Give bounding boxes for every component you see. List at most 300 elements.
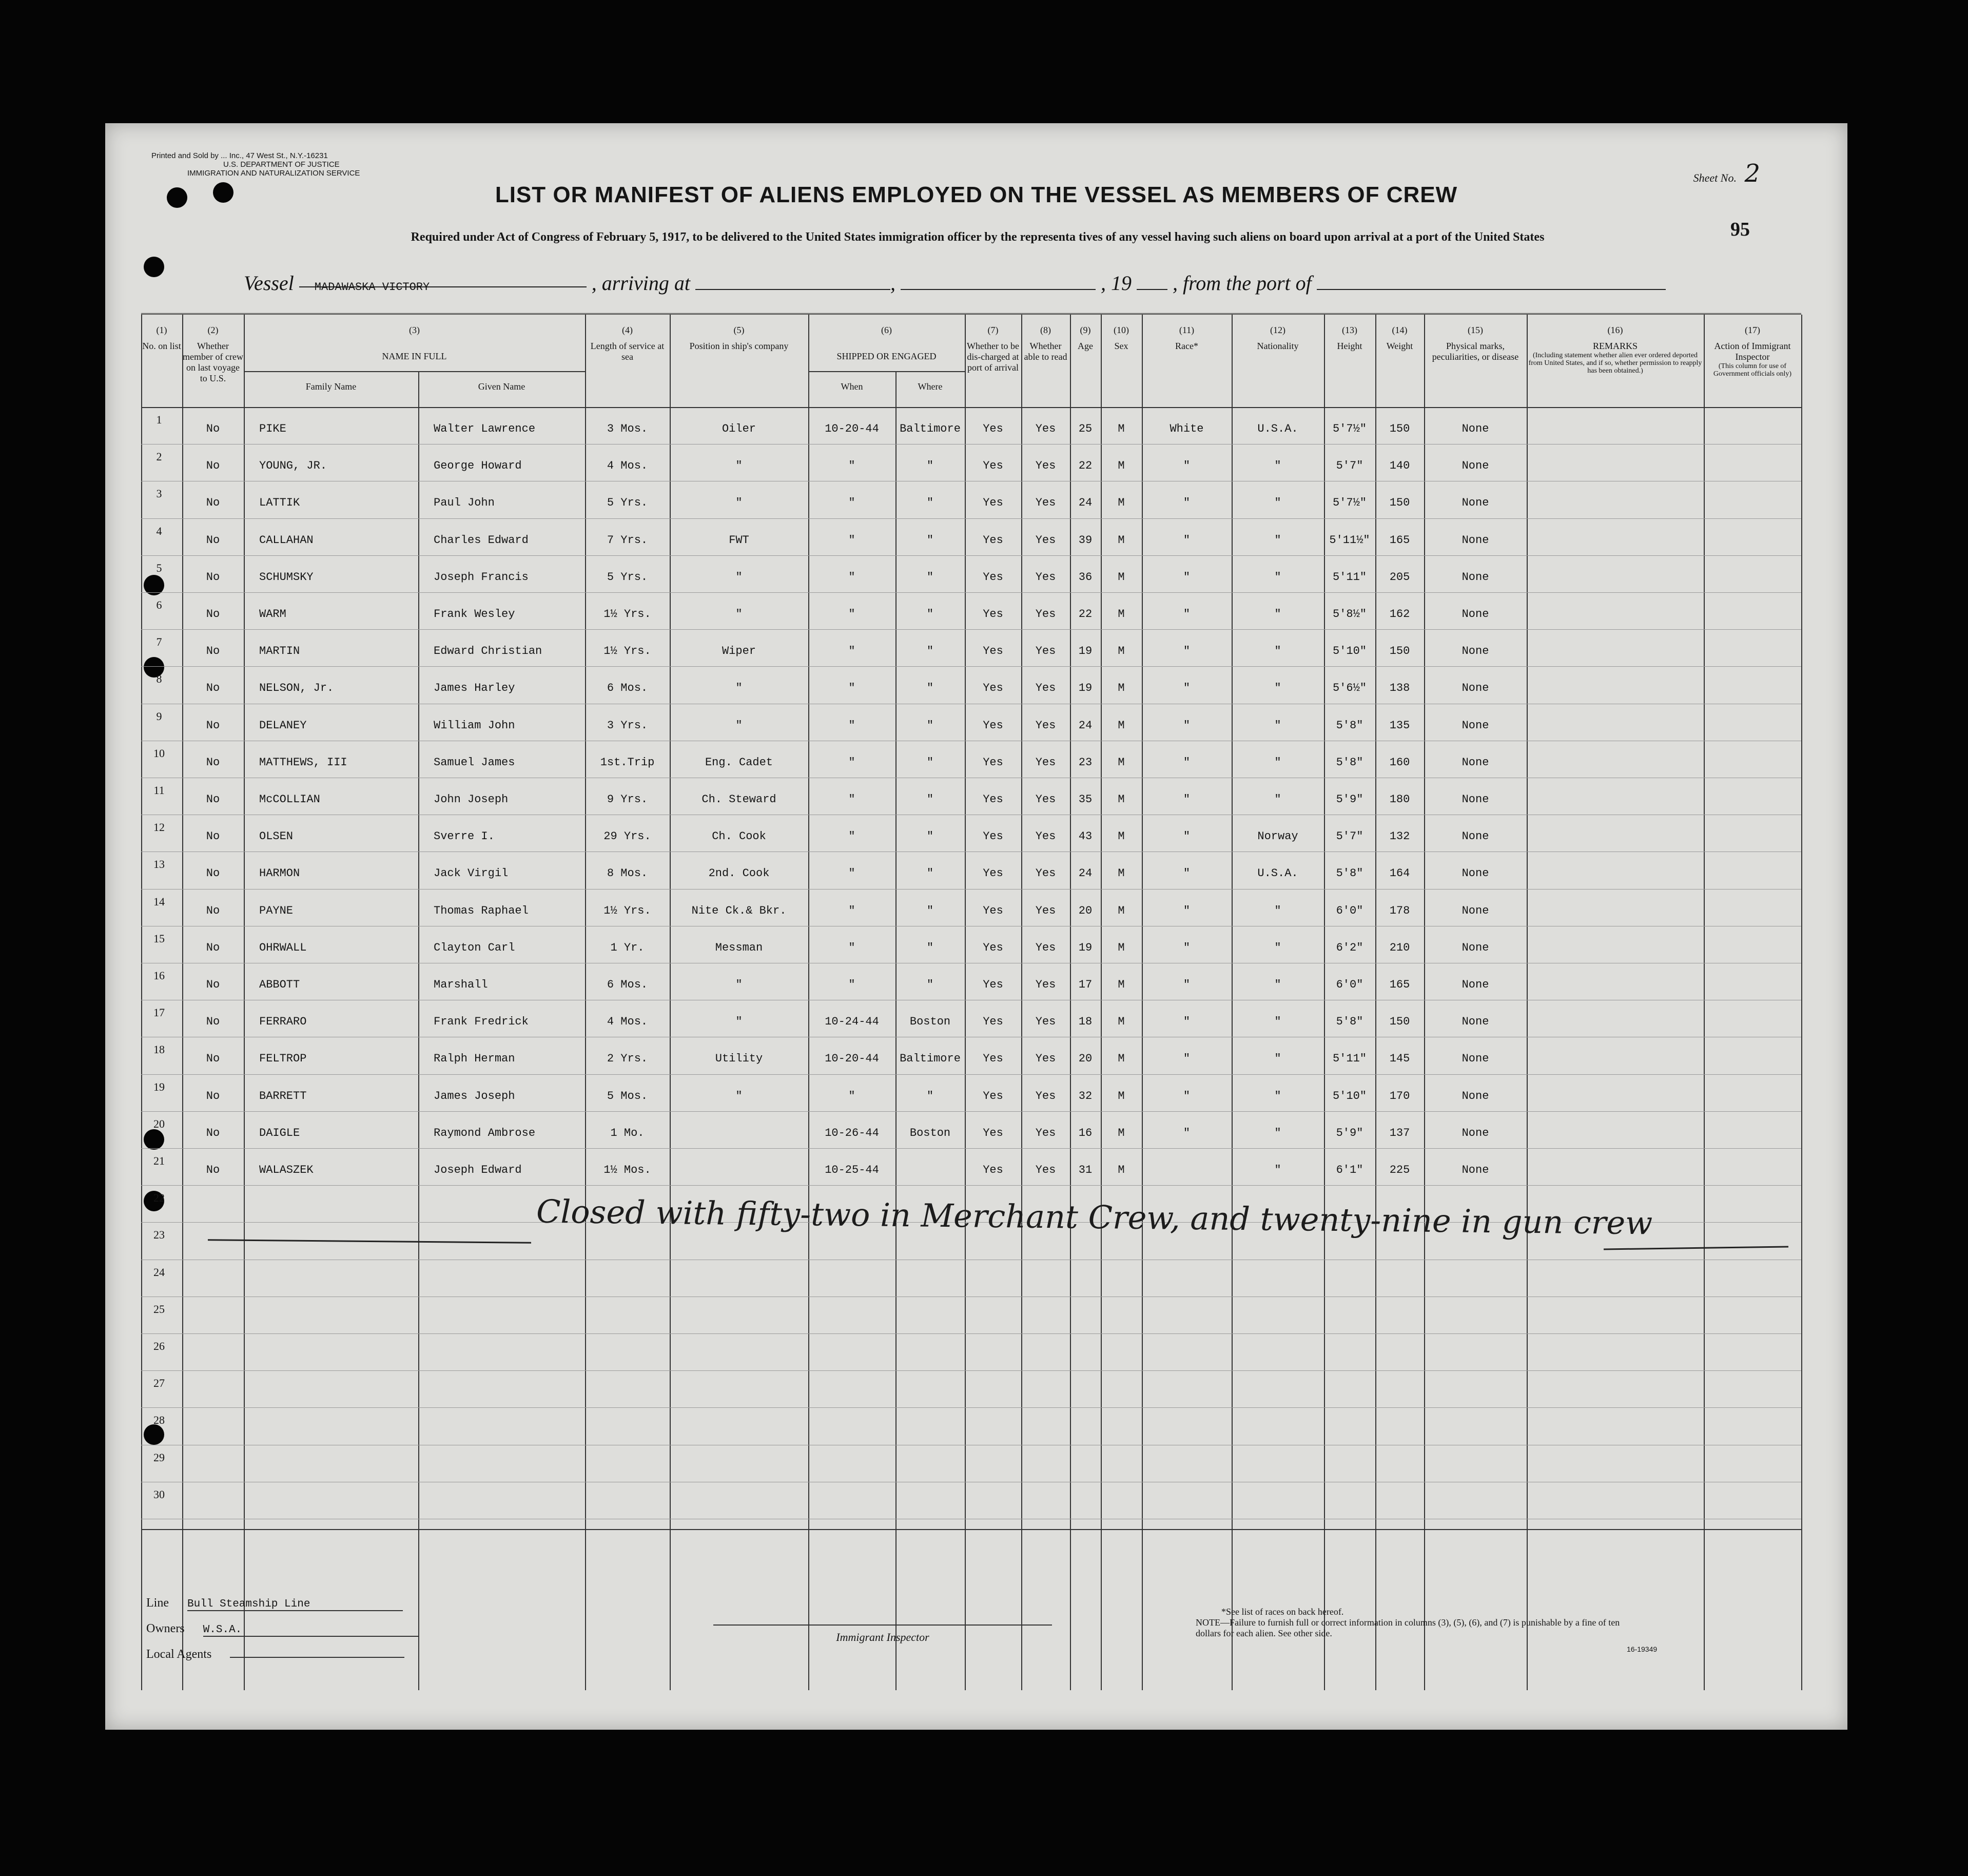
cell-sex: M [1118, 645, 1125, 658]
cell-height: 5'7½" [1332, 496, 1367, 510]
cell-when: " [848, 830, 855, 843]
cell-read: Yes [1035, 756, 1056, 769]
cell-age: 43 [1078, 830, 1093, 843]
department-line: U.S. DEPARTMENT OF JUSTICE [223, 160, 340, 169]
cell-race: " [1183, 1126, 1191, 1139]
cell-height: 5'7" [1336, 830, 1363, 843]
column-label: No. on list [142, 341, 181, 351]
cell-sex: M [1118, 1126, 1125, 1139]
cell-discharged: Yes [983, 422, 1003, 435]
cell-age: 19 [1078, 682, 1093, 695]
cell-last: No [206, 830, 220, 843]
row-rule [141, 592, 1801, 593]
cell-race: " [1183, 719, 1191, 732]
cell-marks: None [1462, 904, 1489, 917]
cell-nationality: " [1274, 533, 1281, 547]
column-header [1375, 325, 1424, 352]
cell-height: 5'9" [1336, 793, 1363, 806]
cell-height: 5'10" [1332, 1089, 1367, 1103]
cell-position: " [735, 496, 743, 510]
cell-nationality: U.S.A. [1257, 422, 1298, 435]
column-header [1232, 325, 1324, 352]
row-number: 19 [153, 1080, 165, 1093]
cell-where: " [926, 459, 934, 473]
cell-marks: None [1462, 1015, 1489, 1029]
cell-discharged: Yes [983, 830, 1003, 843]
cell-discharged: Yes [983, 608, 1003, 621]
header-rule [141, 407, 1801, 408]
footer-owners-field [146, 1622, 419, 1637]
cell-race: " [1183, 533, 1191, 547]
cell-family: SCHUMSKY [259, 570, 314, 584]
cell-nationality: " [1274, 570, 1281, 584]
column-rule [1527, 315, 1528, 1690]
cell-discharged: Yes [983, 459, 1003, 473]
cell-given: Clayton Carl [434, 941, 515, 954]
row-rule [141, 629, 1801, 630]
cell-age: 19 [1078, 941, 1093, 954]
vessel-field [299, 271, 587, 294]
cell-family: McCOLLIAN [259, 793, 320, 806]
cell-age: 25 [1078, 422, 1093, 435]
column-rule [585, 315, 586, 1690]
cell-marks: None [1462, 978, 1489, 991]
cell-given: Marshall [434, 978, 488, 991]
owners-value: W.S.A. [203, 1624, 419, 1637]
column-label: Height [1337, 341, 1362, 351]
row-rule [141, 1111, 1801, 1112]
cell-age: 18 [1078, 1015, 1093, 1029]
cell-service: 1½ Yrs. [603, 645, 651, 658]
penalty-note: NOTE—Failure to furnish full or correct information in columns (3), (5), (6), and (7) is punishable by a fine of ten dollars for each alien. See other side. [1196, 1617, 1620, 1638]
cell-race: White [1170, 422, 1204, 435]
cell-service: 2 Yrs. [607, 1052, 648, 1066]
cell-family: FERRARO [259, 1015, 307, 1029]
cell-family: CALLAHAN [259, 533, 314, 547]
column-label: REMARKS [1592, 341, 1638, 351]
column-note: (This column for use of Government officials only) [1713, 362, 1792, 378]
cell-age: 24 [1078, 719, 1093, 732]
cell-weight: 150 [1389, 645, 1410, 658]
cell-nationality: " [1274, 793, 1281, 806]
cell-when: " [848, 645, 855, 658]
manifest-sheet [105, 123, 1847, 1730]
cell-read: Yes [1035, 1126, 1056, 1139]
cell-last: No [206, 1164, 220, 1176]
column-rule [670, 315, 671, 1690]
line-value: Bull Steamship Line [187, 1598, 403, 1611]
cell-height: 6'1" [1336, 1164, 1363, 1176]
cell-sex: M [1118, 756, 1125, 769]
cell-race: " [1183, 830, 1191, 843]
cell-last: No [206, 1089, 220, 1103]
cell-height: 5'8" [1336, 867, 1363, 880]
cell-age: 23 [1078, 756, 1093, 769]
cell-read: Yes [1035, 1089, 1056, 1103]
cell-last: No [206, 867, 220, 880]
cell-last: No [206, 570, 220, 584]
cell-when: " [848, 793, 855, 806]
column-header [965, 325, 1021, 373]
column-label: Sex [1114, 341, 1128, 351]
row-number: 2 [156, 450, 162, 463]
column-header [1324, 325, 1375, 352]
cell-weight: 150 [1389, 1015, 1410, 1029]
cell-family: DAIGLE [259, 1126, 300, 1139]
cell-when: " [848, 978, 855, 991]
column-number: (4) [622, 325, 633, 335]
cell-given: John Joseph [434, 793, 509, 806]
table-bottom-rule [141, 1529, 1801, 1530]
cell-where: " [926, 608, 934, 621]
cell-sex: M [1118, 570, 1125, 584]
page-stamp-number: 95 [1730, 219, 1750, 240]
cell-service: 4 Mos. [607, 1015, 648, 1029]
cell-where: " [926, 496, 934, 510]
cell-position: " [735, 570, 743, 584]
row-number: 10 [153, 746, 165, 760]
column-rule [1070, 315, 1071, 1690]
row-rule [141, 1407, 1801, 1408]
cell-when: " [848, 867, 855, 880]
cell-sex: M [1118, 904, 1125, 917]
column-header [808, 325, 965, 362]
cell-marks: None [1462, 533, 1489, 547]
cell-height: 5'11" [1332, 570, 1367, 584]
year-field [1137, 274, 1167, 290]
cell-age: 24 [1078, 496, 1093, 510]
cell-discharged: Yes [983, 1164, 1003, 1176]
cell-family: YOUNG, JR. [259, 459, 327, 473]
row-rule [141, 1074, 1801, 1075]
cell-where: " [926, 978, 934, 991]
cell-read: Yes [1035, 978, 1056, 991]
cell-position: Utility [715, 1052, 763, 1066]
cell-marks: None [1462, 830, 1489, 843]
cell-service: 4 Mos. [607, 459, 648, 473]
service-line: IMMIGRATION AND NATURALIZATION SERVICE [187, 169, 360, 178]
cell-last: No [206, 533, 220, 547]
row-number: 26 [153, 1340, 165, 1352]
cell-age: 24 [1078, 867, 1093, 880]
cell-discharged: Yes [983, 1089, 1003, 1103]
cell-weight: 165 [1389, 533, 1410, 547]
cell-when: " [848, 1089, 855, 1103]
row-number: 7 [156, 635, 162, 649]
column-number: (13) [1342, 325, 1357, 335]
row-number: 6 [156, 598, 162, 611]
cell-height: 5'11" [1332, 1052, 1367, 1066]
cell-given: Thomas Raphael [434, 904, 529, 917]
cell-weight: 170 [1389, 1089, 1410, 1103]
cell-height: 5'6½" [1332, 682, 1367, 695]
cell-nationality: " [1274, 682, 1281, 695]
row-number: 13 [153, 858, 165, 871]
cell-sex: M [1118, 682, 1125, 695]
cell-height: 5'7½" [1332, 422, 1367, 435]
cell-marks: None [1462, 459, 1489, 473]
cell-read: Yes [1035, 904, 1056, 917]
cell-read: Yes [1035, 422, 1056, 435]
cell-family: HARMON [259, 867, 300, 880]
cell-service: 1st.Trip [600, 756, 655, 769]
cell-nationality: " [1274, 719, 1281, 732]
cell-discharged: Yes [983, 570, 1003, 584]
cell-last: No [206, 422, 220, 435]
cell-sex: M [1118, 793, 1125, 806]
cell-weight: 150 [1389, 496, 1410, 510]
cell-where: " [926, 570, 934, 584]
cell-family: PAYNE [259, 904, 294, 917]
cell-weight: 180 [1389, 793, 1410, 806]
agents-label: Local Agents [146, 1648, 212, 1661]
cell-when: 10-20-44 [825, 422, 879, 435]
cell-nationality: " [1274, 978, 1281, 991]
cell-weight: 165 [1389, 978, 1410, 991]
cell-where: Boston [909, 1015, 951, 1029]
column-rule [1232, 315, 1233, 1690]
cell-discharged: Yes [983, 1015, 1003, 1029]
crew-table [141, 313, 1801, 1690]
cell-discharged: Yes [983, 941, 1003, 954]
cell-age: 22 [1078, 608, 1093, 621]
cell-height: 5'8" [1336, 756, 1363, 769]
page-title: LIST OR MANIFEST OF ALIENS EMPLOYED ON THE VESSEL AS MEMBERS OF CREW [495, 182, 1458, 207]
cell-weight: 138 [1389, 682, 1410, 695]
sheet-number-value: 2 [1744, 159, 1760, 188]
cell-last: No [206, 1052, 220, 1066]
cell-weight: 162 [1389, 608, 1410, 621]
cell-age: 31 [1078, 1164, 1093, 1176]
row-number: 17 [153, 1006, 165, 1019]
column-header [1021, 325, 1070, 362]
cell-last: No [206, 941, 220, 954]
cell-marks: None [1462, 1052, 1489, 1066]
cell-when: " [848, 682, 855, 695]
cell-family: MARTIN [259, 645, 300, 658]
year-label: , 19 [1101, 272, 1132, 295]
cell-service: 3 Yrs. [607, 719, 648, 732]
cell-discharged: Yes [983, 756, 1003, 769]
row-number: 9 [156, 709, 162, 723]
row-number: 16 [153, 969, 165, 982]
cell-marks: None [1462, 867, 1489, 880]
column-header [1527, 325, 1704, 375]
cell-height: 6'0" [1336, 904, 1363, 917]
cell-nationality: " [1274, 459, 1281, 473]
cell-marks: None [1462, 682, 1489, 695]
cell-weight: 132 [1389, 830, 1410, 843]
column-label: Whether member of crew on last voyage to U.S. [183, 341, 243, 383]
cell-marks: None [1462, 570, 1489, 584]
column-note: (Including statement whether alien ever ordered deported from United States, and if so, whether permission to reapply has been obtained.) [1528, 352, 1702, 375]
column-label: Nationality [1257, 341, 1299, 351]
column-number: (8) [1040, 325, 1051, 335]
cell-height: 5'7" [1336, 459, 1363, 473]
cell-height: 6'2" [1336, 941, 1363, 954]
cell-nationality: " [1274, 1052, 1281, 1066]
subcolumn-rule [895, 371, 897, 1690]
cell-when: " [848, 941, 855, 954]
cell-weight: 135 [1389, 719, 1410, 732]
column-number: (15) [1468, 325, 1483, 335]
row-number: 14 [153, 895, 165, 908]
cell-service: 1 Mo. [610, 1126, 645, 1139]
agents-value [230, 1657, 404, 1658]
column-number: (14) [1392, 325, 1408, 335]
row-number: 11 [153, 784, 165, 797]
row-rule [141, 1185, 1801, 1186]
cell-service: 1½ Yrs. [603, 904, 651, 917]
cell-when: " [848, 608, 855, 621]
column-label: Whether to be dis-charged at port of arrival [967, 341, 1019, 373]
cell-height: 5'10" [1332, 645, 1367, 658]
cell-position: FWT [729, 533, 749, 547]
cell-discharged: Yes [983, 533, 1003, 547]
cell-age: 20 [1078, 1052, 1093, 1066]
row-rule [141, 1148, 1801, 1149]
cell-read: Yes [1035, 793, 1056, 806]
column-number: (2) [207, 325, 219, 335]
cell-race: " [1183, 904, 1191, 917]
column-rule [1101, 315, 1102, 1690]
row-number: 4 [156, 524, 162, 537]
cell-given: Jack Virgil [434, 867, 509, 880]
column-label: Physical marks, peculiarities, or disease [1432, 341, 1519, 362]
cell-discharged: Yes [983, 867, 1003, 880]
row-number: 30 [153, 1487, 165, 1501]
cell-weight: 140 [1389, 459, 1410, 473]
cell-nationality: " [1274, 1164, 1281, 1176]
cell-read: Yes [1035, 533, 1056, 547]
column-label: Race* [1175, 341, 1198, 351]
column-number: (7) [987, 325, 999, 335]
cell-marks: None [1462, 422, 1489, 435]
cell-read: Yes [1035, 496, 1056, 510]
cell-race: " [1183, 608, 1191, 621]
row-number: 24 [153, 1265, 165, 1279]
row-number: 22 [153, 1191, 165, 1205]
owners-label: Owners [146, 1622, 185, 1635]
cell-family: OHRWALL [259, 941, 307, 954]
cell-discharged: Yes [983, 978, 1003, 991]
cell-weight: 150 [1389, 422, 1410, 435]
cell-weight: 205 [1389, 570, 1410, 584]
cell-discharged: Yes [983, 719, 1003, 732]
footnote [1196, 1607, 1632, 1639]
cell-marks: None [1462, 756, 1489, 769]
cell-nationality: U.S.A. [1257, 867, 1298, 880]
column-rule [965, 315, 966, 1690]
row-number: 28 [153, 1414, 165, 1427]
row-number: 3 [156, 487, 162, 500]
row-number: 5 [156, 561, 162, 574]
row-number: 18 [153, 1043, 165, 1056]
column-rule [1324, 315, 1325, 1690]
column-number: (9) [1080, 325, 1091, 335]
column-rule [1142, 315, 1143, 1690]
cell-given: George Howard [434, 459, 522, 473]
cell-height: 5'8" [1336, 1015, 1363, 1029]
cell-sex: M [1118, 1164, 1125, 1176]
cell-nationality: " [1274, 645, 1281, 658]
cell-family: DELANEY [259, 719, 307, 732]
cell-nationality: " [1274, 941, 1281, 954]
row-number: 29 [153, 1450, 165, 1464]
cell-position: " [735, 719, 743, 732]
column-label: SHIPPED OR ENGAGED [836, 351, 937, 361]
cell-sex: M [1118, 459, 1125, 473]
cell-last: No [206, 645, 220, 658]
cell-where: " [926, 645, 934, 658]
cell-height: 5'8" [1336, 719, 1363, 732]
column-header [585, 325, 670, 362]
column-rule [1801, 315, 1802, 1690]
cell-service: 5 Mos. [607, 1089, 648, 1103]
cell-race: " [1183, 645, 1191, 658]
cell-discharged: Yes [983, 793, 1003, 806]
column-label: Action of Immigrant Inspector [1714, 341, 1791, 362]
cell-when: 10-26-44 [825, 1126, 879, 1139]
cell-where: " [926, 1089, 934, 1103]
cell-marks: None [1462, 1126, 1489, 1139]
printer-line: Printed and Sold by ... Inc., 47 West St., N.Y.-16231 [151, 151, 328, 160]
binder-hole [144, 257, 164, 277]
cell-service: 7 Yrs. [607, 533, 648, 547]
line-label: Line [146, 1596, 169, 1610]
cell-read: Yes [1035, 867, 1056, 880]
cell-race: " [1183, 941, 1191, 954]
column-rule [244, 315, 245, 1690]
row-number: 23 [153, 1228, 165, 1242]
cell-given: Sverre I. [434, 830, 495, 843]
column-rule [1021, 315, 1022, 1690]
subcolumn-rule [418, 371, 419, 1690]
cell-position: Nite Ck.& Bkr. [691, 904, 787, 917]
cell-read: Yes [1035, 1015, 1056, 1029]
row-rule [141, 555, 1801, 556]
cell-family: WALASZEK [259, 1164, 314, 1176]
cell-discharged: Yes [983, 682, 1003, 695]
cell-sex: M [1118, 1015, 1125, 1029]
cell-sex: M [1118, 978, 1125, 991]
cell-family: BARRETT [259, 1089, 307, 1103]
row-number: 27 [153, 1377, 165, 1390]
column-header [670, 325, 808, 352]
cell-age: 39 [1078, 533, 1093, 547]
cell-position: Eng. Cadet [705, 756, 773, 769]
cell-marks: None [1462, 941, 1489, 954]
cell-nationality: " [1274, 1015, 1281, 1029]
cell-read: Yes [1035, 1052, 1056, 1066]
cell-given: Walter Lawrence [434, 422, 536, 435]
cell-position: Ch. Steward [702, 793, 776, 806]
inspector-label: Immigrant Inspector [836, 1631, 929, 1643]
cell-position: " [735, 608, 743, 621]
cell-where: Baltimore [900, 1052, 961, 1066]
cell-height: 6'0" [1336, 978, 1363, 991]
subcolumn-header: When [841, 381, 863, 392]
cell-where: " [926, 867, 934, 880]
cell-read: Yes [1035, 608, 1056, 621]
printer-imprint [151, 151, 360, 178]
cell-weight: 145 [1389, 1052, 1410, 1066]
cell-where: " [926, 756, 934, 769]
cell-service: 1 Yr. [610, 941, 645, 954]
footer-line-field [146, 1596, 403, 1611]
cell-age: 17 [1078, 978, 1093, 991]
cell-read: Yes [1035, 941, 1056, 954]
